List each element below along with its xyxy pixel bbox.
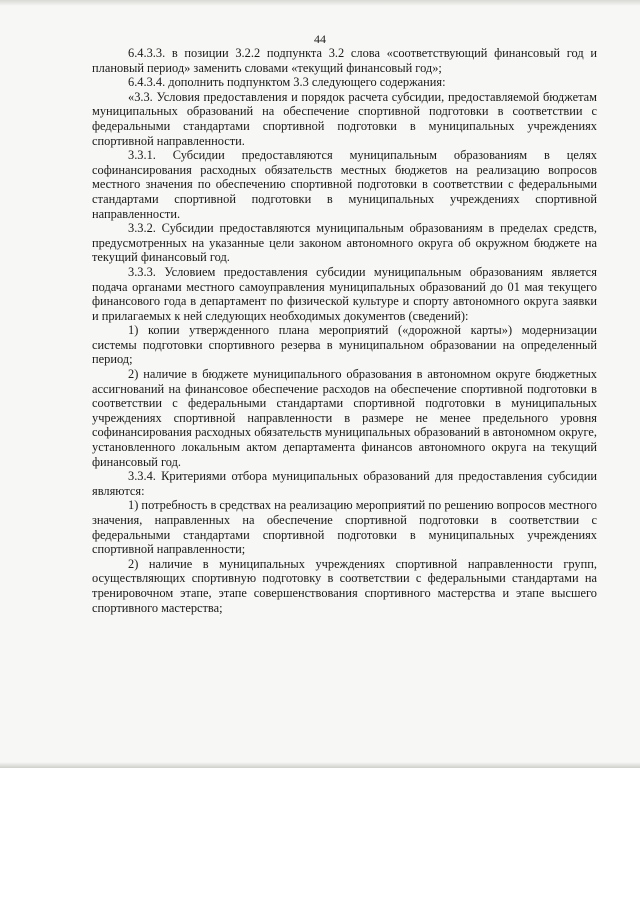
paragraph-3-3-2: 3.3.2. Субсидии предоставляются муниципальным образованиям в пределах средств, предусмотренных на указанные цели законом автономного округа об окружном бюджете на текущий финансовый год. [92, 221, 597, 265]
paragraph-3-3-4: 3.3.4. Критериями отбора муниципальных образований для предоставления субсидии являются: [92, 469, 597, 498]
paragraph-3-3-1: 3.3.1. Субсидии предоставляются муниципальным образованиям в целях софинансирования расходных обязательств местных бюджетов на реализацию вопросов местного значения по обеспечению спортивной подготовки в соответствии с федеральными стандартами спортивной подготовки в муниципальных учреждениях спортивной направленности. [92, 148, 597, 221]
scan-bottom-edge [0, 762, 640, 768]
paragraph-3-3: «3.3. Условия предоставления и порядок расчета субсидии, предоставляемой бюджетам муниципальных образований на обеспечение спортивной подготовки в соответствии с федеральными стандартами спортивной подготовки в муниципальных учреждениях спортивной направленности. [92, 89, 597, 148]
list-item-3-3-4-1: 1) потребность в средствах на реализацию мероприятий по решению вопросов местного значения, направленных на обеспечение спортивной подготовки в соответствии с федеральными стандартами спортивной подготовки в муниципальных учреждениях спортивной направленности; [92, 498, 597, 557]
list-item-3-3-4-2: 2) наличие в муниципальных учреждениях спортивной направленности групп, осуществляющих спортивную подготовку в соответствии с федеральными стандартами на тренировочном этапе, этапе совершенствования спортивного мастерства и этапе высшего спортивного мастерства; [92, 556, 597, 615]
paragraph-3-3-3: 3.3.3. Условием предоставления субсидии муниципальным образованиям является подача органами местного самоуправления муниципальных образований до 01 мая текущего финансового года в департамент по физической культуре и спорту автономного округа заявки и прилагаемых к ней следующих необходимых документов (сведений): [92, 264, 597, 323]
list-item-3-3-3-2: 2) наличие в бюджете муниципального образования в автономном округе бюджетных ассигнований на финансовое обеспечение расходов на обеспечение спортивной подготовки в соответствии с федеральными стандартами спортивной подготовки в муниципальных учреждениях спортивной направленности в размере не менее предельного уровня софинансирования расходных обязательств муниципальных образований в автономном округе, установленного локальным актом департамента финансов автономного округа на текущий финансовый год. [92, 367, 597, 469]
document-body [92, 46, 597, 615]
scan-top-shadow [0, 0, 640, 6]
list-item-3-3-3-1: 1) копии утвержденного плана мероприятий («дорожной карты») модернизации системы подготовки спортивного резерва в муниципальном образовании на определенный период; [92, 323, 597, 367]
paragraph-6-4-3-4: 6.4.3.4. дополнить подпунктом 3.3 следующего содержания: [128, 75, 446, 90]
paragraph-6-4-3-3: 6.4.3.3. в позиции 3.2.2 подпункта 3.2 слова «соответствующий финансовый год и плановый период» заменить словами «текущий финансовый год»; [92, 46, 597, 75]
page-number: 44 [314, 32, 326, 46]
